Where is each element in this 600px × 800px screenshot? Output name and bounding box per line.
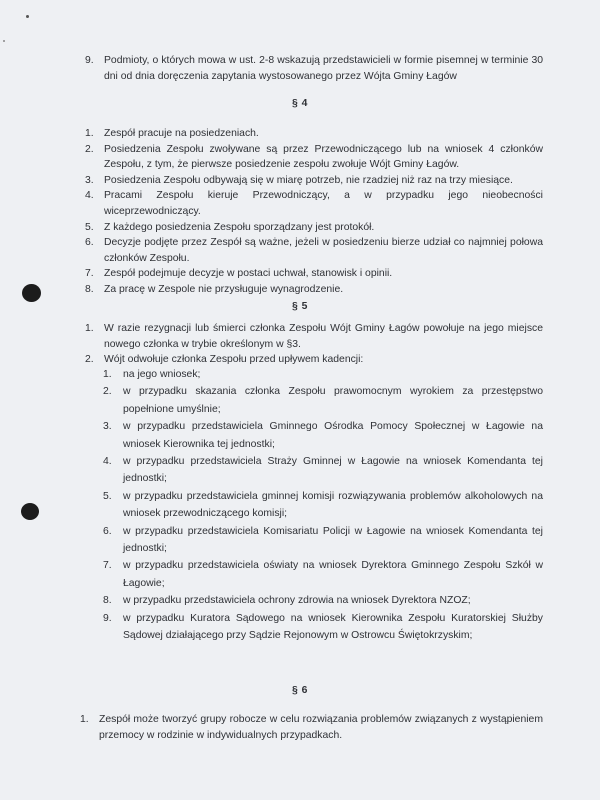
section-heading-5: § 5: [292, 301, 308, 312]
punch-hole-top: [22, 284, 41, 302]
item-text: Z każdego posiedzenia Zespołu sporządzany jest protokół.: [104, 221, 375, 233]
item-number: 4.: [103, 456, 112, 468]
list-item: [85, 235, 543, 266]
item-text: w przypadku Kuratora Sądowego na wniosek Kierownika Zespołu Kuratorskiej Służby Sądowej działającego przy Sądzie Rejonowym w Ostrowcu Świętokrzyskim;: [123, 612, 543, 642]
list-item: [85, 220, 543, 236]
punch-hole-bottom: [21, 503, 39, 520]
list-item: [85, 173, 543, 189]
item-number: 8.: [85, 283, 94, 295]
item-number: 9.: [103, 612, 112, 624]
item-number: 2.: [85, 354, 94, 366]
sublist-item: [103, 418, 543, 453]
item-text: w przypadku przedstawiciela Komisariatu Policji w Łagowie na wniosek Komendanta tej jednostki;: [123, 525, 543, 555]
list-item: [85, 126, 543, 142]
item-number: 5.: [85, 221, 94, 233]
item-text: Pracami Zespołu kieruje Przewodniczący, a w przypadku jego nieobecności wiceprzewodniczący.: [104, 190, 543, 217]
item-number: 2.: [103, 386, 112, 398]
item-text: w przypadku przedstawiciela Gminnego Ośrodka Pomocy Społecznej w Łagowie na wniosek Kierownika tej jednostki;: [123, 421, 543, 450]
item-number: 9.: [85, 55, 94, 66]
section-5-list: [85, 321, 543, 368]
sublist-item: [103, 610, 543, 645]
item-text: w przypadku przedstawiciela Straży Gminnej w Łagowie na wniosek Komendanta tej jednostki;: [123, 456, 543, 485]
item-number: 8.: [103, 595, 112, 607]
item-number: 1.: [80, 714, 89, 725]
item-text: Za pracę w Zespole nie przysługuje wynagrodzenie.: [104, 283, 344, 295]
item-number: 6.: [85, 237, 94, 249]
item-number: 7.: [85, 268, 94, 280]
item-number: 1.: [103, 369, 112, 380]
section-6-list: [80, 712, 543, 743]
item-text: Zespół może tworzyć grupy robocze w celu rozwiązania problemów związanych z wystąpieniem przemocy w rodzinie w indywidualnych przypadkach.: [99, 714, 543, 741]
list-item: [85, 266, 543, 282]
item-text: w przypadku przedstawiciela ochrony zdrowia na wniosek Dyrektora NZOZ;: [123, 595, 471, 607]
item-text: na jego wniosek;: [123, 369, 201, 380]
section-heading-6: § 6: [292, 685, 308, 696]
item-number: 1.: [85, 128, 94, 139]
list-item: [80, 712, 543, 743]
sublist-item: [103, 453, 543, 488]
item-number: 3.: [103, 421, 112, 433]
item-text: Posiedzenia Zespołu odbywają się w miarę potrzeb, nie rzadziej niż raz na trzy miesiące.: [104, 174, 513, 186]
sublist-item: [103, 366, 543, 383]
sublist-item: [103, 557, 543, 592]
item-text: Zespół pracuje na posiedzeniach.: [104, 128, 259, 139]
item-number: 3.: [85, 174, 94, 186]
list-item: [85, 282, 543, 298]
item-number: 4.: [85, 190, 94, 202]
item-text: Wójt odwołuje członka Zespołu przed upływem kadencji:: [104, 354, 364, 366]
scan-speck: [3, 40, 5, 42]
section-heading-4: § 4: [292, 98, 308, 109]
item-number: 6.: [103, 525, 112, 537]
item-text: w przypadku skazania członka Zespołu prawomocnym wyrokiem za przestępstwo popełnione umyślnie;: [123, 386, 543, 415]
item-text: w przypadku przedstawiciela oświaty na wniosek Dyrektora Gminnego Zespołu Szkół w Łagowie;: [123, 560, 543, 589]
item-number: 1.: [85, 323, 94, 334]
section-5-sublist: [103, 366, 543, 645]
list-item: [85, 188, 543, 219]
item-text: w przypadku przedstawiciela gminnej komisji rozwiązywania problemów alkoholowych na wniosek przewodniczącego komisji;: [123, 490, 543, 520]
item-text: Posiedzenia Zespołu zwoływane są przez Przewodniczącego lub na wniosek 4 członków Zespołu, z tym, że pierwsze posiedzenie zespołu zwołuje Wójt Gminy Łagów.: [104, 143, 543, 171]
item-number: 5.: [103, 490, 112, 502]
sublist-item: [103, 383, 543, 418]
item-text: Podmioty, o których mowa w ust. 2-8 wskazują przedstawicieli w formie pisemnej w terminie 30 dni od dnia doręczenia zapytania wystosowanego przez Wójta Gminy Łagów: [104, 55, 543, 82]
item-text: Decyzje podjęte przez Zespół są ważne, jeżeli w posiedzeniu bierze udział co najmniej połowa członków Zespołu.: [104, 237, 543, 264]
list-item: [85, 142, 543, 173]
list-item-intro: [85, 53, 543, 84]
scan-speck: [26, 15, 29, 18]
item-number: 2.: [85, 143, 94, 155]
sublist-item: [103, 523, 543, 558]
sublist-item: [103, 488, 543, 523]
item-text: Zespół podejmuje decyzje w postaci uchwał, stanowisk i opinii.: [104, 268, 393, 280]
sublist-item: [103, 592, 543, 609]
section-4-list: [85, 126, 543, 298]
list-item: [85, 321, 543, 352]
item-number: 7.: [103, 560, 112, 572]
item-text: W razie rezygnacji lub śmierci członka Zespołu Wójt Gminy Łagów powołuje na jego miejsce nowego członka w trybie określonym w §3.: [104, 323, 543, 350]
